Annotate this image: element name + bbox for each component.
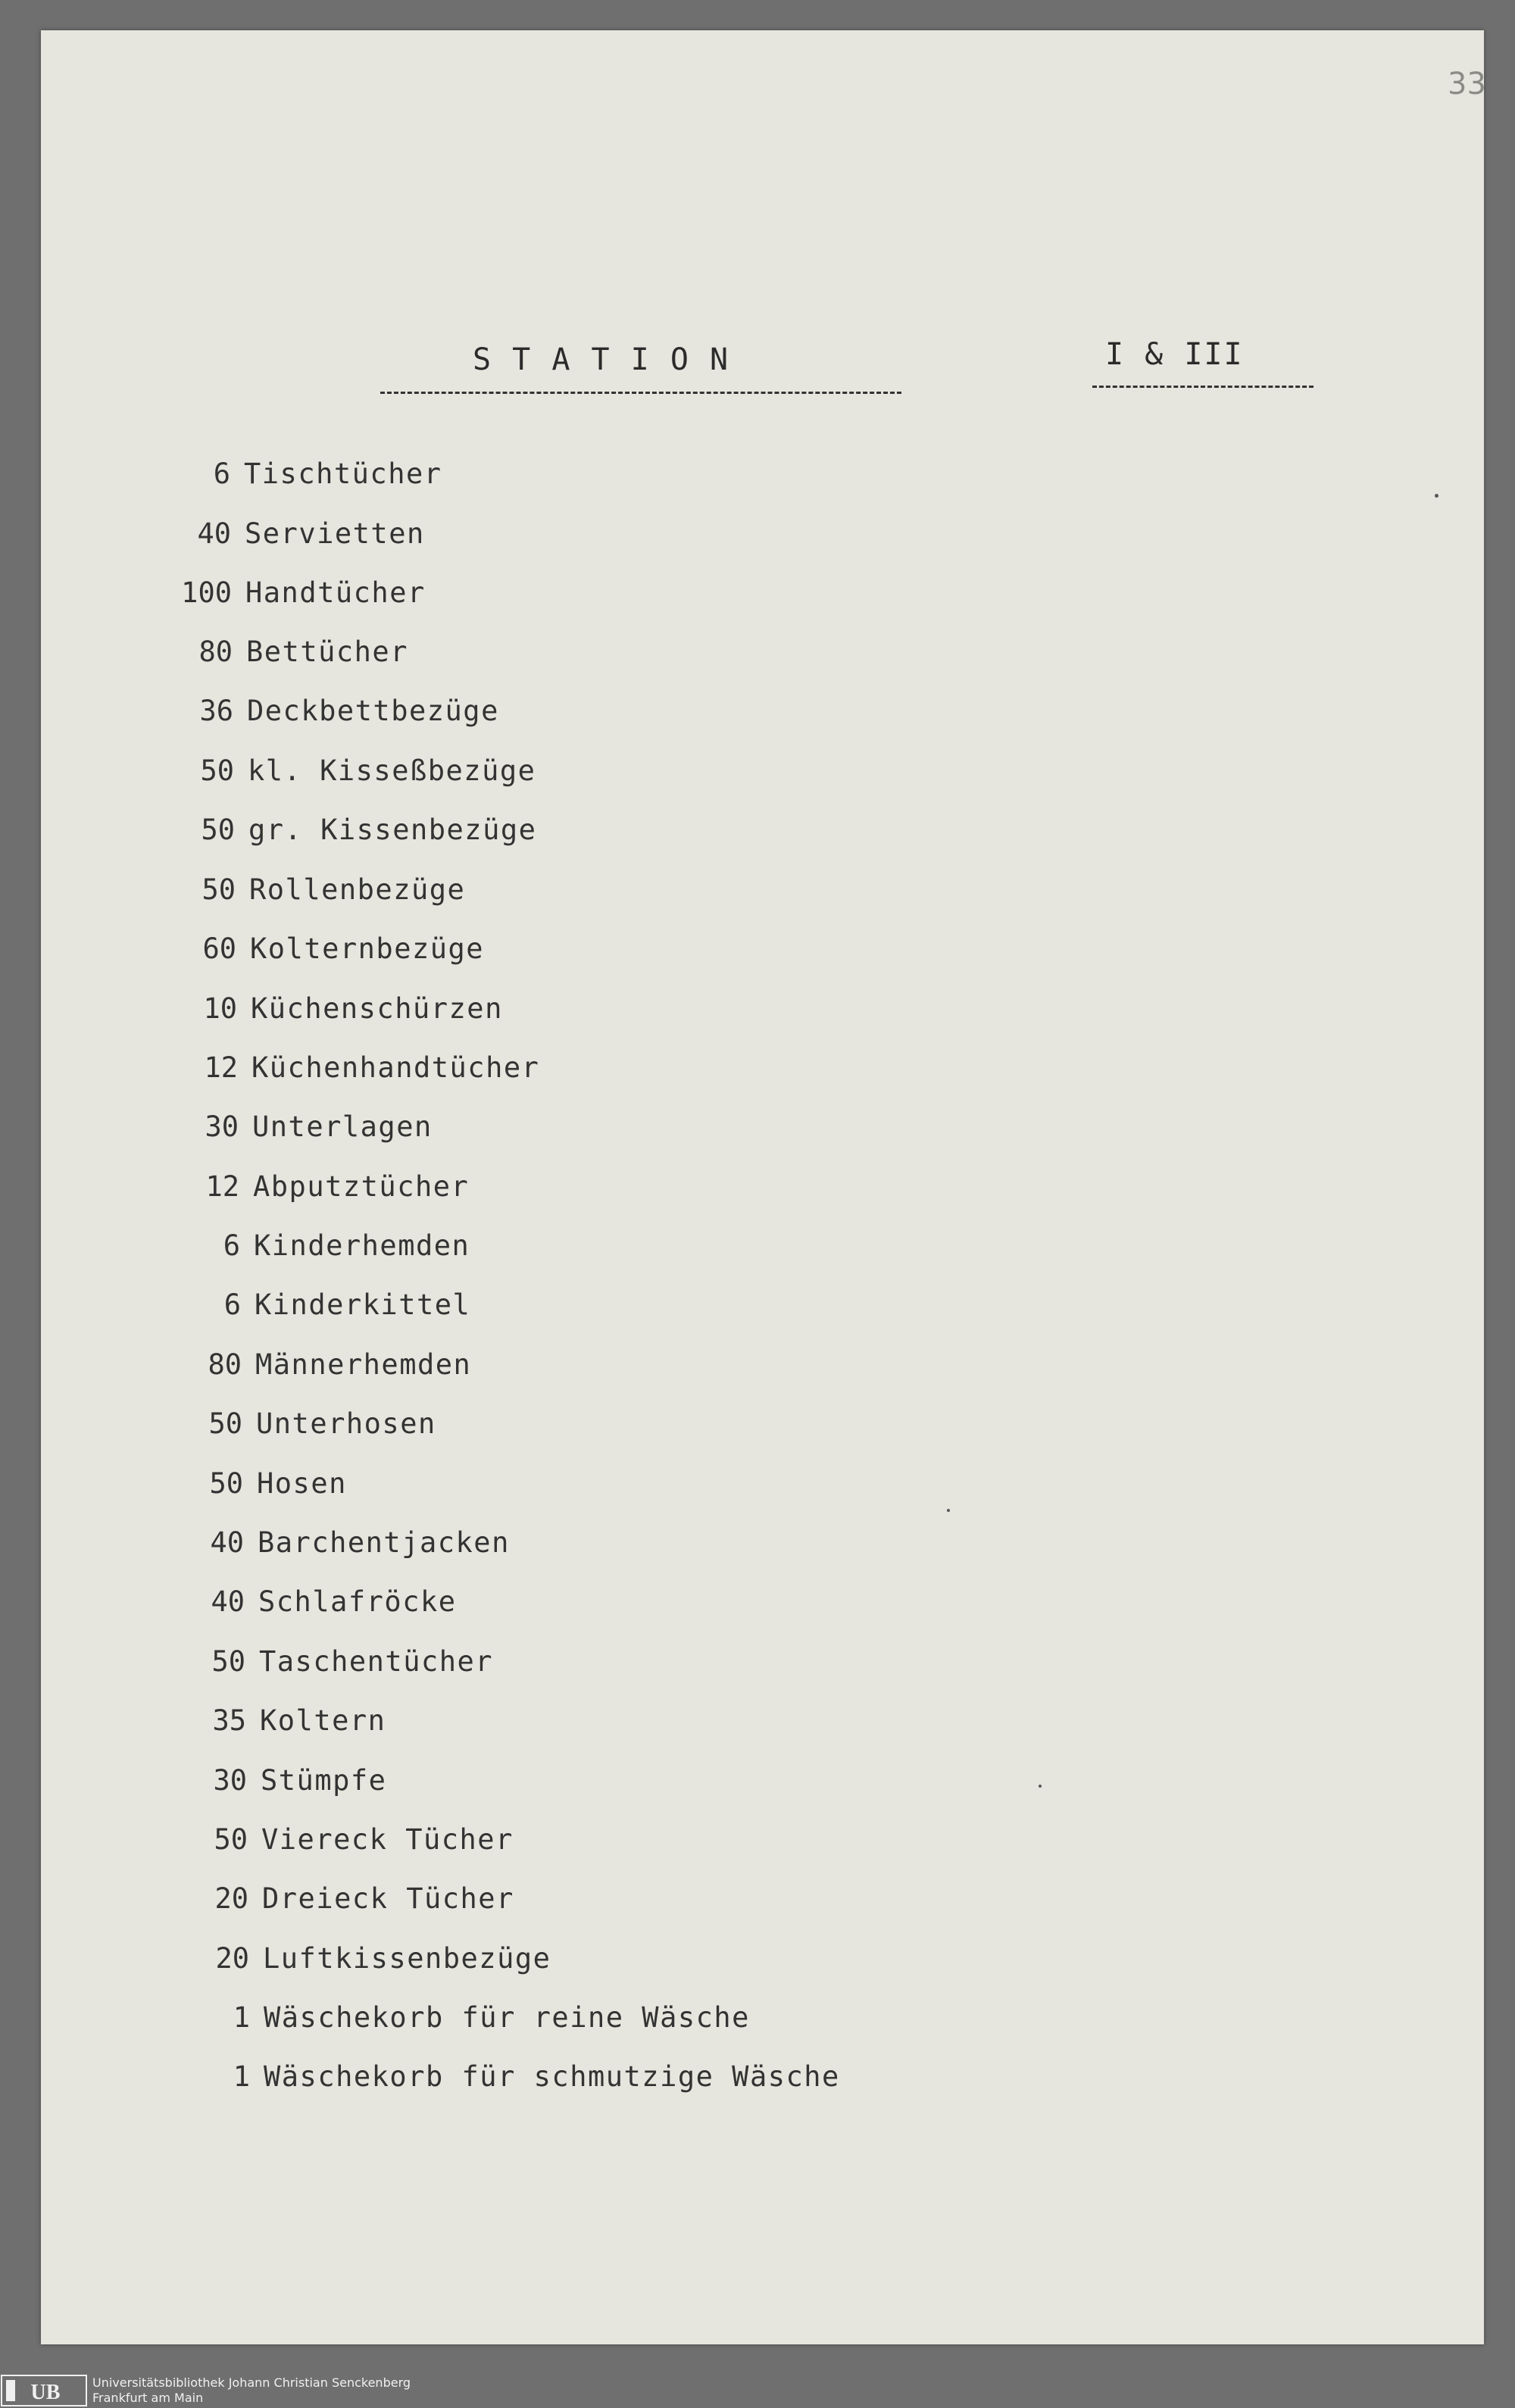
item-quantity: 50 xyxy=(209,1467,243,1500)
item-name: Kolternbezüge xyxy=(250,932,485,965)
item-name: Deckbettbezüge xyxy=(247,695,499,727)
item-quantity: 50 xyxy=(208,1407,242,1440)
item-quantity: 12 xyxy=(204,1051,238,1084)
item-quantity: 6 xyxy=(223,1288,241,1321)
item-quantity: 80 xyxy=(198,636,233,668)
item-name: Stümpfe xyxy=(261,1764,387,1797)
station-number: I & III xyxy=(1105,337,1244,372)
library-credit xyxy=(92,2375,411,2406)
item-quantity: 50 xyxy=(201,814,235,846)
item-quantity: 40 xyxy=(211,1585,245,1618)
item-name: Kinderhemden xyxy=(254,1229,470,1262)
item-quantity: 100 xyxy=(181,576,232,609)
item-quantity: 12 xyxy=(205,1170,239,1203)
ub-logo xyxy=(0,2374,88,2407)
paper-speck xyxy=(1435,494,1438,498)
item-name: Bettücher xyxy=(246,636,408,668)
item-name: Küchenhandtücher xyxy=(251,1051,540,1084)
item-name: Dreieck Tücher xyxy=(262,1882,514,1915)
paper-speck xyxy=(1039,1785,1042,1788)
item-name: Schlafröcke xyxy=(258,1585,457,1618)
library-footer xyxy=(0,2363,1515,2408)
document-page xyxy=(41,30,1484,2344)
item-name: kl. Kisseßbezüge xyxy=(248,754,536,787)
title-underline xyxy=(380,392,901,394)
page-number: 33 xyxy=(1448,67,1486,102)
item-name: Barchentjacken xyxy=(258,1526,510,1559)
item-quantity: 50 xyxy=(214,1823,248,1856)
item-quantity: 50 xyxy=(201,873,236,906)
item-quantity: 20 xyxy=(214,1882,248,1915)
item-name: Handtücher xyxy=(245,576,426,609)
item-quantity: 6 xyxy=(223,1229,240,1262)
item-name: Luftkissenbezüge xyxy=(263,1942,551,1975)
ub-logo-text: UB xyxy=(30,2381,61,2404)
item-quantity: 30 xyxy=(205,1110,239,1143)
station-title: S T A T I O N xyxy=(473,342,730,377)
item-quantity: 50 xyxy=(200,754,234,787)
item-name: Unterhosen xyxy=(256,1407,436,1440)
item-name: Wäschekorb für reine Wäsche xyxy=(264,2001,750,2034)
item-name: Wäschekorb für schmutzige Wäsche xyxy=(264,2060,840,2093)
item-name: Abputztücher xyxy=(253,1170,470,1203)
item-quantity: 20 xyxy=(215,1942,249,1975)
library-name: Universitätsbibliothek Johann Christian Senckenberg xyxy=(92,2375,411,2390)
paper-speck xyxy=(947,1509,950,1512)
item-name: Hosen xyxy=(257,1467,347,1500)
item-name: Taschentücher xyxy=(259,1645,494,1678)
item-quantity: 1 xyxy=(233,2060,250,2093)
item-name: Koltern xyxy=(260,1704,386,1737)
item-name: Küchenschürzen xyxy=(251,992,503,1025)
subtitle-underline xyxy=(1092,386,1314,388)
item-quantity: 6 xyxy=(213,458,230,490)
item-quantity: 10 xyxy=(203,992,237,1025)
item-quantity: 50 xyxy=(211,1645,245,1678)
item-name: Tischtücher xyxy=(244,458,442,490)
item-name: Männerhemden xyxy=(255,1348,472,1381)
item-name: Servietten xyxy=(245,517,425,550)
item-quantity: 40 xyxy=(210,1526,244,1559)
item-quantity: 60 xyxy=(202,932,236,965)
item-quantity: 80 xyxy=(208,1348,242,1381)
item-quantity: 40 xyxy=(197,517,231,550)
item-name: Viereck Tücher xyxy=(261,1823,514,1856)
item-quantity: 35 xyxy=(212,1704,246,1737)
item-name: Rollenbezüge xyxy=(249,873,466,906)
library-location: Frankfurt am Main xyxy=(92,2391,204,2405)
item-name: Unterlagen xyxy=(252,1110,433,1143)
item-name: Kinderkittel xyxy=(255,1288,471,1321)
item-quantity: 36 xyxy=(199,695,233,727)
item-name: gr. Kissenbezüge xyxy=(248,814,537,846)
item-quantity: 30 xyxy=(213,1764,247,1797)
item-quantity: 1 xyxy=(233,2001,250,2034)
